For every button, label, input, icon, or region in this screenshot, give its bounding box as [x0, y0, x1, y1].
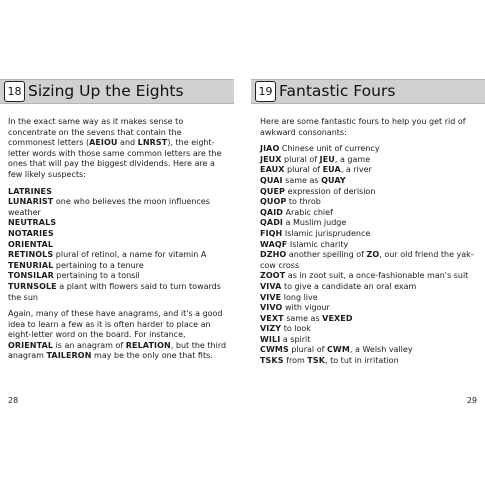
- list-item: DZHO another spelling of ZO, our old friend the yak-cow cross: [260, 250, 474, 270]
- list-item: WILI a spirit: [260, 334, 311, 344]
- list-item: QAID Arabic chief: [260, 207, 333, 217]
- list-item: VEXT same as VEXED: [260, 313, 353, 323]
- section-title: Sizing Up the Eights: [28, 82, 184, 100]
- list-item: RETINOLS plural of retinol, a name for vitamin A: [8, 250, 207, 260]
- page-number: 29: [466, 396, 477, 405]
- list-item: LUNARIST one who believes the moon influences weather: [8, 197, 210, 217]
- outro-paragraph: Again, many of these have anagrams, and it's a good idea to learn a few as it is often harder to place an eight-letter word on the board. For instance, ORIENTAL is an anagram of RELATION, but the third anagram TAILERON may be the only one that fits.: [8, 309, 227, 361]
- fours-word-list: [260, 144, 478, 366]
- section-title: Fantastic Fours: [279, 82, 396, 100]
- right-page: [243, 0, 485, 485]
- intro-paragraph: Here are some fantastic fours to help you get rid of awkward consonants:: [260, 117, 466, 137]
- list-item: JEUX plural of JEU, a game: [260, 154, 371, 164]
- section-header-19: [251, 79, 485, 104]
- list-item: TENURIAL pertaining to a tenure: [8, 260, 144, 270]
- list-item: EAUX plural of EUA, a river: [260, 165, 372, 175]
- list-item: QADI a Muslim judge: [260, 218, 347, 228]
- list-item: VIVO with vigour: [260, 303, 330, 313]
- list-item: TONSILAR pertaining to a tonsil: [8, 271, 140, 281]
- list-item: VIVA to give a candidate an oral exam: [260, 281, 417, 291]
- list-item: VIVE long live: [260, 292, 318, 302]
- eights-word-list: [8, 187, 230, 304]
- list-item: QUEP expression of derision: [260, 186, 376, 196]
- section-number-badge: 19: [255, 81, 276, 102]
- list-item: ZOOT as in zoot suit, a once-fashionable man's suit: [260, 271, 469, 281]
- list-item: JIAO Chinese unit of currency: [260, 144, 380, 154]
- list-item: NEUTRALS: [8, 218, 57, 228]
- intro-paragraph: In the exact same way as it makes sense to concentrate on the sevens that contain the commonest letters (AEIOU and LNRST), the eight-letter words with those same common letters are the ones that will pay the biggest dividends. Here are a few likely suspects:: [8, 117, 222, 179]
- list-item: CWMS plural of CWM, a Welsh valley: [260, 345, 413, 355]
- left-page: [0, 0, 242, 485]
- list-item: FIQH Islamic jurisprudence: [260, 228, 371, 238]
- list-item: QUOP to throb: [260, 197, 321, 207]
- section-header-18: [0, 79, 234, 104]
- list-item: ORIENTAL: [8, 239, 54, 249]
- list-item: TURNSOLE a plant with flowers said to turn towards the sun: [8, 281, 221, 302]
- list-item: WAQF Islamic charity: [260, 239, 349, 249]
- list-item: TSKS from TSK, to tut in irritation: [260, 356, 399, 366]
- list-item: LATRINES: [8, 186, 52, 196]
- list-item: QUAI same as QUAY: [260, 175, 346, 185]
- section-number-badge: 18: [4, 81, 25, 102]
- right-body-text: [260, 117, 478, 373]
- list-item: VIZY to look: [260, 324, 311, 334]
- left-body-text: [8, 117, 230, 368]
- list-item: NOTARIES: [8, 228, 54, 238]
- page-number: 28: [8, 396, 19, 405]
